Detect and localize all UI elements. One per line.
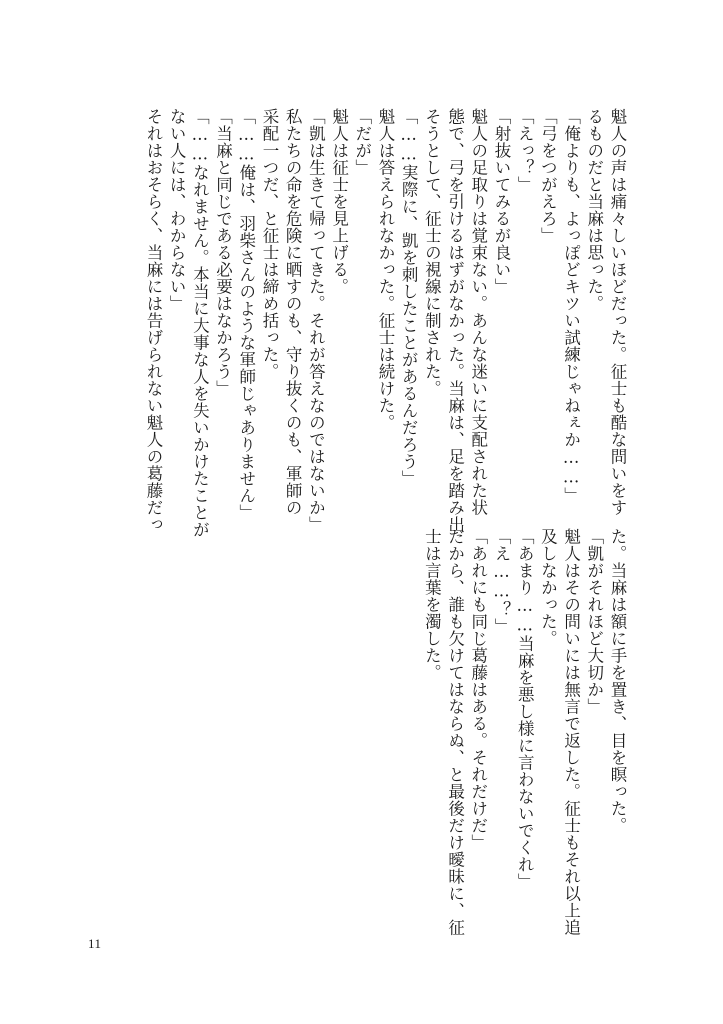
text-line: 「凱がそれほど大切か」 — [584, 528, 604, 715]
text-line: るものだと当麻は思った。 — [584, 108, 604, 312]
text-line: 「え……？」 — [491, 528, 511, 635]
text-line: 魁人は答えられなかった。征士は続けた。 — [375, 108, 395, 431]
text-line: そうとして、征士の視線に制された。 — [422, 108, 442, 397]
text-line: 「射抜いてみるが良い」 — [491, 108, 511, 295]
text-line: 士は言葉を濁した。 — [422, 528, 442, 681]
text-line: た。当麻は額に手を置き、目を瞑った。 — [608, 528, 627, 834]
text-line: 采配一つだ、と征士は締め括った。 — [259, 108, 279, 380]
text-line: それはおそらく、当麻には告げられない魁人の葛藤だっ — [143, 108, 163, 533]
text-line: 魁人はその問いには無言で返した。征士もそれ以上追 — [561, 528, 581, 936]
text-line: 「……なれません。本当に大事な人を失いかけたことが — [190, 108, 210, 538]
text-line: 「……実際に、凱を刺したことがあるんだろう」 — [399, 108, 419, 487]
text-line: 「俺よりも、よっぽどキツい試練じゃねぇか……」 — [561, 108, 581, 504]
text-line: 「弓をつがえろ」 — [538, 108, 558, 244]
text-line: ない人には、わからない」 — [167, 108, 187, 312]
text-line: 「えっ？」 — [515, 108, 535, 193]
text-line: 「凱は生きて帰ってきた。それが答えなのではないか」 — [306, 108, 326, 533]
text-line: 魁人は征士を見上げる。 — [329, 108, 349, 295]
text-line: 「……俺は、羽柴さんのような軍師じゃありません」 — [236, 108, 256, 521]
text-line: 魁人の足取りは覚束ない。あんな迷いに支配された状 — [468, 108, 488, 516]
text-line: 魁人の声は痛々しいほどだった。征士も酷な問いをす — [608, 108, 627, 516]
body-text-upper-block — [142, 108, 629, 538]
page-number: 11 — [88, 936, 102, 951]
text-line: 私たちの命を危険に晒すのも、守り抜くのも、軍師の — [283, 108, 303, 516]
body-text-lower-block — [420, 528, 629, 936]
text-line: 「あまり……当麻を悪し様に言わないでくれ」 — [515, 528, 535, 890]
text-line: 「あれにも同じ葛藤はある。それだけだ」 — [468, 528, 488, 851]
text-line: 「だが」 — [352, 108, 372, 176]
text-line: 及しなかった。 — [538, 528, 558, 647]
text-line: 態で、弓を引けるはずがなかった。当麻は、足を踏み出 — [445, 108, 465, 533]
text-line: だから、誰も欠けてはならぬ、と最後だけ曖昧に、征 — [445, 528, 465, 936]
text-line: 「当麻と同じである必要はなかろう」 — [213, 108, 233, 397]
